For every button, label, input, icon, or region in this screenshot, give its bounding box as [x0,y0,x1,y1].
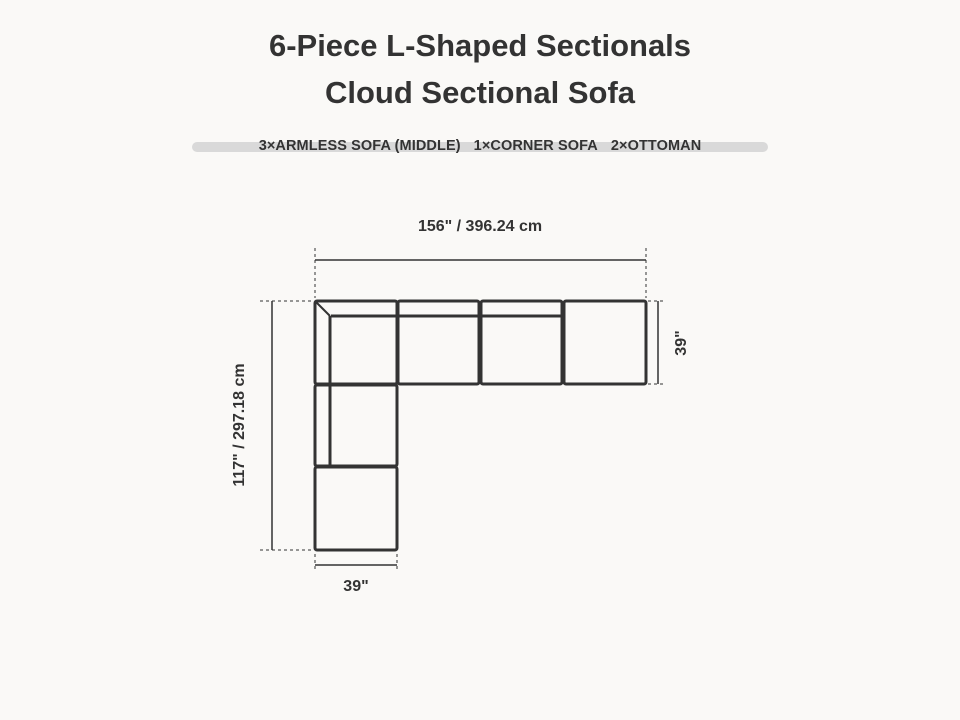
armless-sofa-module [315,385,397,466]
depth-dimension-label: 117" / 297.18 cm [231,363,248,487]
right-dimension-label: 39" [673,330,690,356]
component-ottoman: 2×OTTOMAN [610,138,702,154]
ottoman-outline [564,301,646,384]
width-dimension [315,218,646,298]
ottoman-module [564,301,646,384]
corner-sofa-module [315,301,397,384]
page-title-line-2: Cloud Sectional Sofa [324,75,636,110]
corner-sofa-diagonal [315,301,330,316]
armless-sofa-module [398,301,479,384]
sofa-modules [315,301,646,550]
depth-dimension [231,301,312,550]
right-seat-depth-dimension [648,301,690,384]
component-armless-sofa: 3×ARMLESS SOFA (MIDDLE) [258,138,461,154]
width-dimension-label: 156" / 396.24 cm [417,218,543,235]
armless-sofa-outline [315,385,397,466]
component-corner-sofa: 1×CORNER SOFA [473,138,598,154]
bottom-seat-width-dimension [315,554,397,595]
ottoman-module [315,467,397,550]
armless-sofa-outline [481,301,562,384]
page-title-line-1: 6-Piece L-Shaped Sectionals [268,28,692,63]
armless-sofa-outline [398,301,479,384]
ottoman-outline [315,467,397,550]
bottom-dimension-label: 39" [343,578,369,595]
armless-sofa-module [481,301,562,384]
